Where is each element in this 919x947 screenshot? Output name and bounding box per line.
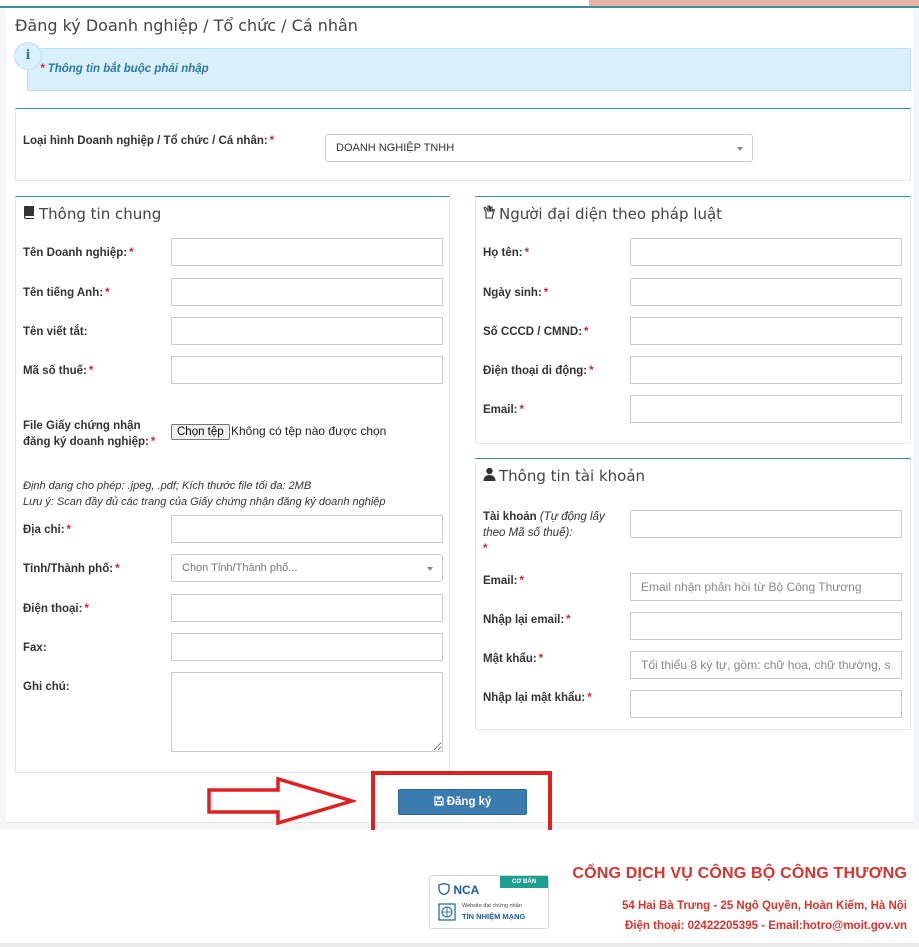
nca-title: TÍN NHIỆM MẠNG [462,912,526,921]
id-number-input[interactable] [630,317,902,345]
required-star: * [519,404,524,416]
confirm-password-input[interactable] [630,690,902,718]
password-label [483,651,543,667]
rep-email-input[interactable] [630,395,902,423]
phone-input[interactable] [171,594,443,622]
top-banner-strip [0,0,919,8]
user-icon [483,467,498,485]
business-type-value: DOANH NGHIỆP TNHH [336,142,455,154]
business-type-label [23,133,274,149]
tax-code-input[interactable] [171,356,443,384]
label-text: Email: [483,575,518,587]
account-title [483,467,645,485]
rep-email-label [483,402,524,418]
nca-caption: Website đạt chứng nhận [462,903,522,909]
label-text: Email: [483,404,518,416]
label-text: Tỉnh/Thành phố: [23,563,114,575]
required-star: * [40,63,45,75]
legal-rep-title [483,205,722,223]
required-star: * [115,563,120,575]
address-label [23,522,71,538]
business-type-label-text: Loại hình Doanh nghiệp / Tổ chức / Cá nhân: [23,135,268,147]
short-name-label: Tên viết tắt: [23,326,88,338]
account-email-input[interactable] [630,573,902,601]
province-label [23,561,120,577]
label-text: Họ tên: [483,247,523,259]
required-star: * [538,653,544,665]
fullname-input[interactable] [630,238,902,266]
required-star: * [105,287,110,299]
notes-label: Ghi chú: [23,681,70,693]
register-button[interactable] [398,789,527,815]
nca-level-badge: CƠ BẢN [500,876,548,888]
address-input[interactable] [171,515,443,543]
label-text: Điện thoại di động: [483,365,588,377]
required-star: * [587,692,592,704]
label-text: Ngày sinh: [483,287,542,299]
general-info-title-text: Thông tin chung [39,205,162,223]
label-text: Mã số thuế: [23,365,87,377]
id-number-label [483,324,589,340]
label-text: Nhập lại email: [483,614,565,626]
business-type-panel [15,108,911,181]
english-name-label [23,285,110,301]
mobile-label [483,363,594,379]
required-star: * [129,247,134,259]
province-placeholder: Chọn Tỉnh/Thành phố... [182,562,298,574]
info-icon: i [14,42,42,70]
nca-logo-text: NCA [453,883,480,897]
hand-icon [483,205,498,223]
legal-rep-panel [475,196,911,444]
required-star: * [66,524,72,536]
registration-card [6,8,913,823]
label-text: Tên Doanh nghiệp: [23,247,128,259]
footer-contact: Điện thoại: 02422205395 - Email:hotro@moit.gov.vn [625,920,907,932]
confirm-password-label [483,690,592,706]
account-panel [475,458,911,730]
required-info-text [40,63,209,75]
required-star: * [524,247,530,259]
short-name-input[interactable] [171,317,443,345]
scan-note: Lưu ý: Scan đầy đủ các trang của Giấy chứng nhận đăng ký doanh nghiệp [23,496,386,508]
shield-icon [438,883,450,895]
company-name-input[interactable] [171,238,443,266]
required-star: * [84,603,89,615]
confirm-email-label [483,612,571,628]
file-status-text: Không có tệp nào được chọn [231,424,387,438]
phone-label [23,601,89,617]
label-text: Nhập lại mật khẩu: [483,692,586,704]
footer [0,830,919,947]
required-info-box [27,48,911,91]
label-text: Điện thoại: [23,603,83,615]
account-email-label [483,573,524,589]
english-name-input[interactable] [171,278,443,306]
label-text: Tên tiếng Anh: [23,287,104,299]
register-button-label: Đăng ký [446,796,492,808]
label-text: Tài khoản [483,511,537,523]
province-select[interactable] [171,554,443,582]
dob-label [483,285,548,301]
book-icon [23,205,38,223]
footer-title: CỔNG DỊCH VỤ CÔNG BỘ CÔNG THƯƠNG [572,865,907,882]
business-type-select[interactable] [325,134,753,162]
business-license-file-label [23,418,158,450]
file-format-note: Định dạng cho phép: .jpeg, .pdf; Kích thước file tối đa: 2MB [23,480,312,492]
required-star: * [483,543,488,555]
legal-rep-title-text: Người đại diện theo pháp luật [499,205,723,223]
username-input[interactable] [630,510,902,538]
fax-label: Fax: [23,642,47,654]
required-star: * [88,365,94,377]
footer-address: 54 Hai Bà Trưng - 25 Ngô Quyền, Hoàn Kiếm, Hà Nội [621,900,907,912]
chevron-down-icon [737,147,743,151]
label-text: Mật khẩu: [483,653,537,665]
dob-input[interactable] [630,278,902,306]
footer-divider [0,943,919,947]
general-info-panel [15,196,450,773]
required-star: * [566,614,571,626]
required-star: * [584,326,589,338]
choose-file-button[interactable]: Chọn tệp [171,424,230,440]
fax-input[interactable] [171,633,443,661]
required-star: * [269,135,275,147]
notes-textarea[interactable] [171,672,443,752]
required-star: * [543,287,549,299]
general-info-title [23,205,161,223]
tax-code-label [23,363,93,379]
label-text: File Giấy chứng nhận đăng ký doanh nghiệp: [23,420,149,448]
username-hint: (Tự động lấy theo Mã số thuế): [483,511,605,539]
required-star: * [150,436,156,448]
save-icon [434,796,444,808]
page-title: Đăng ký Doanh nghiệp / Tổ chức / Cá nhân [15,16,358,35]
company-name-label [23,245,134,261]
label-text: Số CCCD / CMND: [483,326,583,338]
password-input[interactable] [630,651,902,679]
arrow-right-icon [206,776,356,826]
label-text: Địa chỉ: [23,524,65,536]
required-star: * [589,365,594,377]
globe-icon [438,903,456,921]
fullname-label [483,245,529,261]
account-title-text: Thông tin tài khoản [499,467,646,485]
nca-logo [438,883,479,897]
confirm-email-input[interactable] [630,612,902,640]
required-info-label: Thông tin bắt buộc phải nhập [47,63,209,75]
required-star: * [519,575,524,587]
nca-certification-badge[interactable] [429,875,549,929]
chevron-down-icon [427,567,433,571]
username-label [483,509,613,557]
mobile-input[interactable] [630,356,902,384]
